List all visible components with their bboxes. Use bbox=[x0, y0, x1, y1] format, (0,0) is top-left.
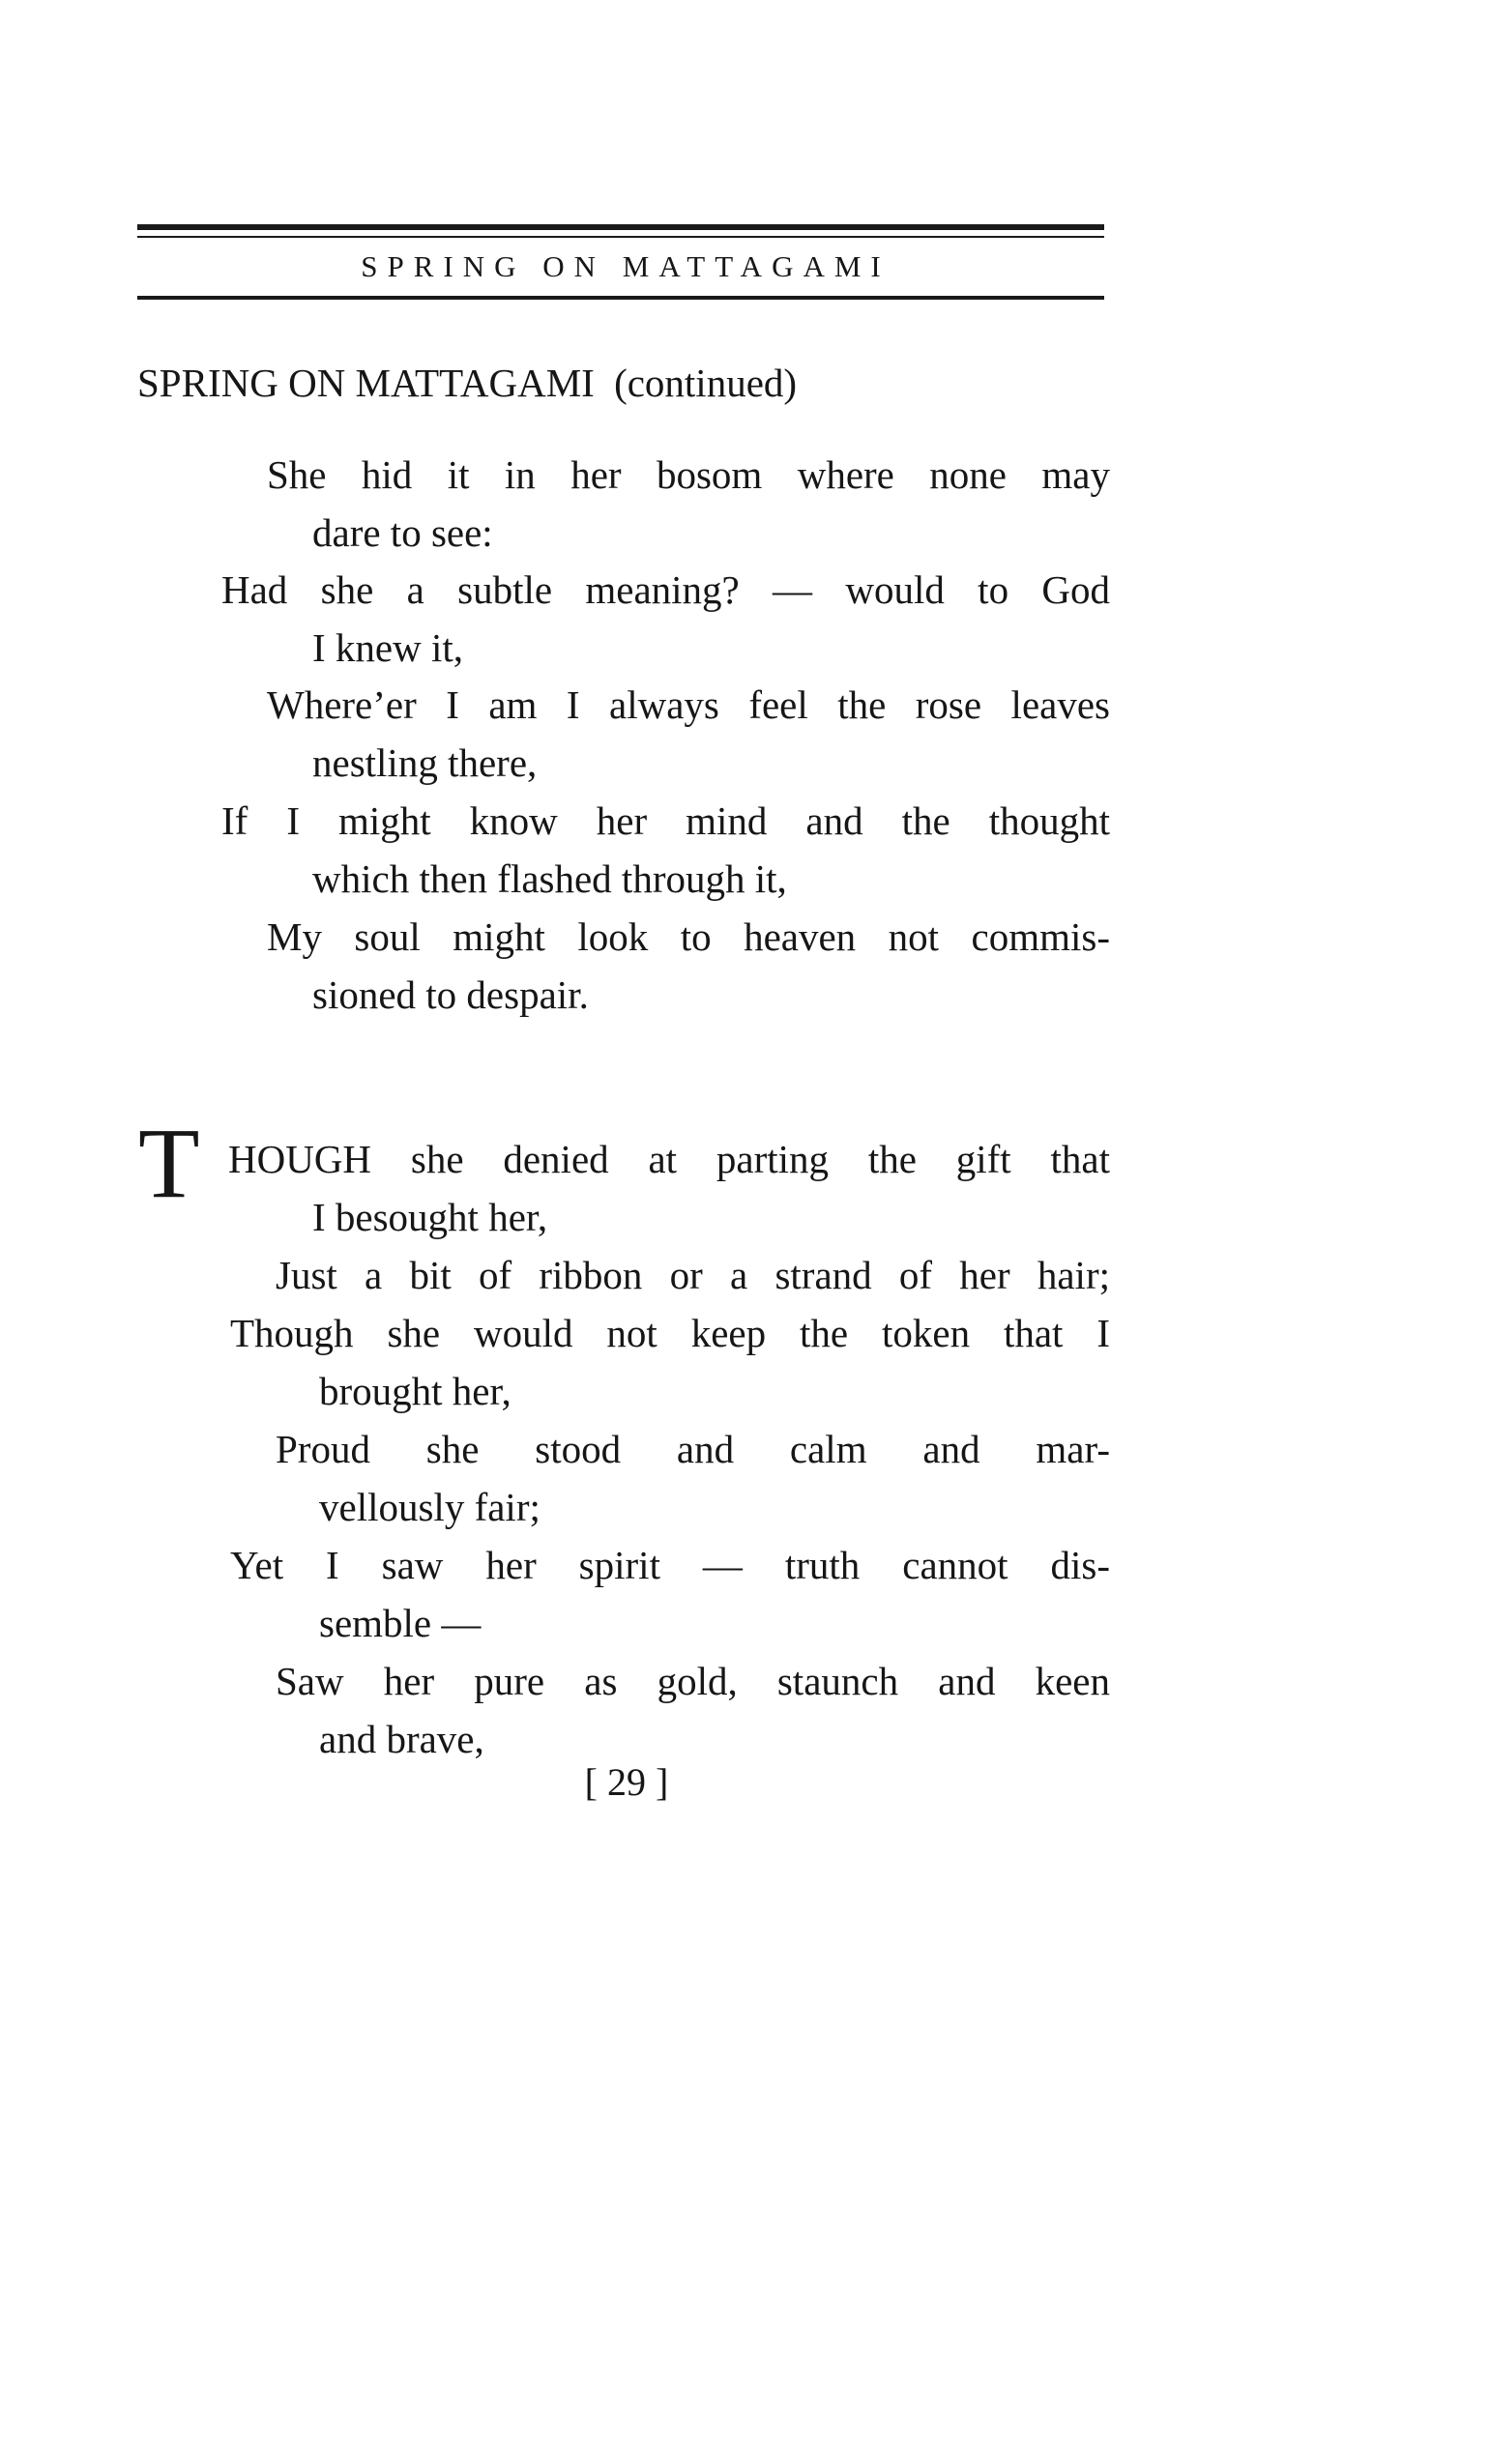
poem-line: I knew it, bbox=[312, 625, 463, 670]
poem-line: Where’er I am I always feel the rose leaves bbox=[267, 682, 1110, 727]
poem-line: Had she a subtle meaning? — would to God bbox=[221, 567, 1110, 612]
poem-line: nestling there, bbox=[312, 740, 538, 785]
section-heading bbox=[137, 360, 797, 406]
poem-line: sioned to despair. bbox=[312, 972, 589, 1017]
poem-line: and brave, bbox=[319, 1717, 484, 1761]
poem-line: HOUGH she denied at parting the gift that bbox=[228, 1137, 1110, 1181]
poem-line: Yet I saw her spirit — truth cannot dis- bbox=[230, 1543, 1110, 1587]
section-title: SPRING ON MATTAGAMI bbox=[137, 361, 595, 405]
poem-line: which then flashed through it, bbox=[312, 856, 787, 901]
poem-line: dare to see: bbox=[312, 510, 493, 555]
poem-line: vellously fair; bbox=[319, 1485, 540, 1529]
poem-line: Just a bit of ribbon or a strand of her hair; bbox=[276, 1253, 1110, 1297]
poem-line: My soul might look to heaven not commis- bbox=[267, 914, 1110, 959]
poem-line: If I might know her mind and the thought bbox=[221, 798, 1110, 843]
header-rule-bottom bbox=[137, 296, 1104, 300]
page-number: [ 29 ] bbox=[584, 1760, 669, 1804]
running-header bbox=[137, 224, 1104, 300]
section-note: (continued) bbox=[614, 361, 798, 405]
poem-line: semble — bbox=[319, 1601, 482, 1645]
poem-line: I besought her, bbox=[312, 1195, 548, 1239]
header-rule-top bbox=[137, 224, 1104, 230]
poem-line: Saw her pure as gold, staunch and keen bbox=[276, 1659, 1110, 1703]
running-head-title: SPRING ON MATTAGAMI bbox=[361, 249, 891, 283]
poem-line: brought her, bbox=[319, 1369, 511, 1413]
drop-cap: T bbox=[138, 1108, 200, 1219]
poem-line: Though she would not keep the token that I bbox=[230, 1311, 1110, 1355]
poem-line: Proud she stood and calm and mar- bbox=[276, 1427, 1110, 1471]
poem-line: She hid it in her bosom where none may bbox=[267, 452, 1110, 497]
